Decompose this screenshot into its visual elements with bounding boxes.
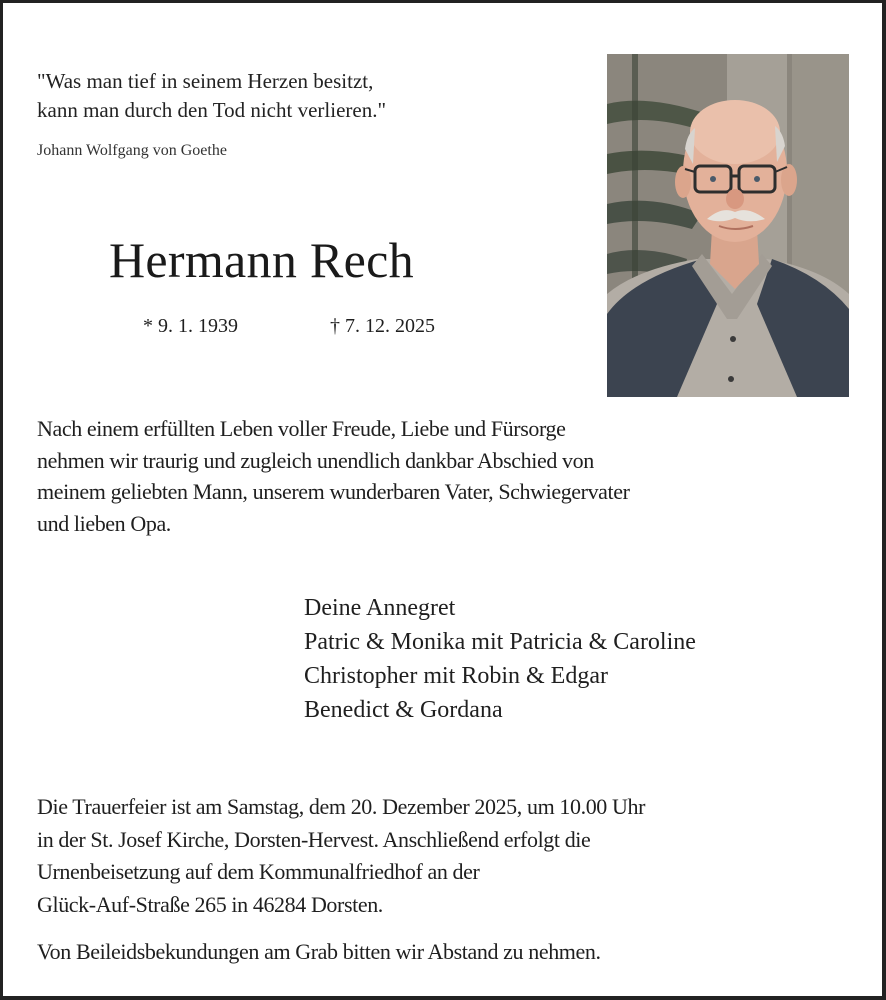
family-line: Deine Annegret xyxy=(304,595,456,621)
death-date: † 7. 12. 2025 xyxy=(330,315,435,337)
message-line: Nach einem erfüllten Leben voller Freude, Liebe und Fürsorge xyxy=(37,416,566,441)
family-line: Patric & Monika mit Patricia & Caroline xyxy=(304,629,696,655)
family-signatures xyxy=(304,591,696,727)
message-line: und lieben Opa. xyxy=(37,510,171,536)
message-line: nehmen wir traurig und zugleich unendlich dankbar Abschied von xyxy=(37,447,594,473)
ceremony-line: Glück-Auf-Straße 265 in 46284 Dorsten. xyxy=(37,891,383,917)
quote-line: kann man durch den Tod nicht verlieren." xyxy=(37,98,387,122)
deceased-name: Hermann Rech xyxy=(109,232,414,288)
ceremony-line: in der St. Josef Kirche, Dorsten-Hervest. Anschließend erfolgt die xyxy=(37,826,591,852)
birth-date: * 9. 1. 1939 xyxy=(143,315,238,337)
ceremony-line: Die Trauerfeier ist am Samstag, dem 20. Dezember 2025, um 10.00 Uhr xyxy=(37,794,646,819)
quote xyxy=(37,67,386,125)
portrait-illustration xyxy=(607,54,849,397)
ceremony-line: Urnenbeisetzung auf dem Kommunalfriedhof an der xyxy=(37,859,480,884)
family-line: Benedict & Gordana xyxy=(304,697,503,723)
quote-author: Johann Wolfgang von Goethe xyxy=(37,142,227,159)
farewell-message xyxy=(37,413,857,539)
ceremony-details xyxy=(37,791,857,921)
closing-note: Von Beileidsbekundungen am Grab bitten wir Abstand zu nehmen. xyxy=(37,939,601,964)
quote-line: "Was man tief in seinem Herzen besitzt, xyxy=(37,69,374,93)
portrait-photo xyxy=(607,54,849,397)
message-line: meinem geliebten Mann, unserem wunderbaren Vater, Schwiegervater xyxy=(37,479,630,504)
family-line: Christopher mit Robin & Edgar xyxy=(304,663,608,689)
